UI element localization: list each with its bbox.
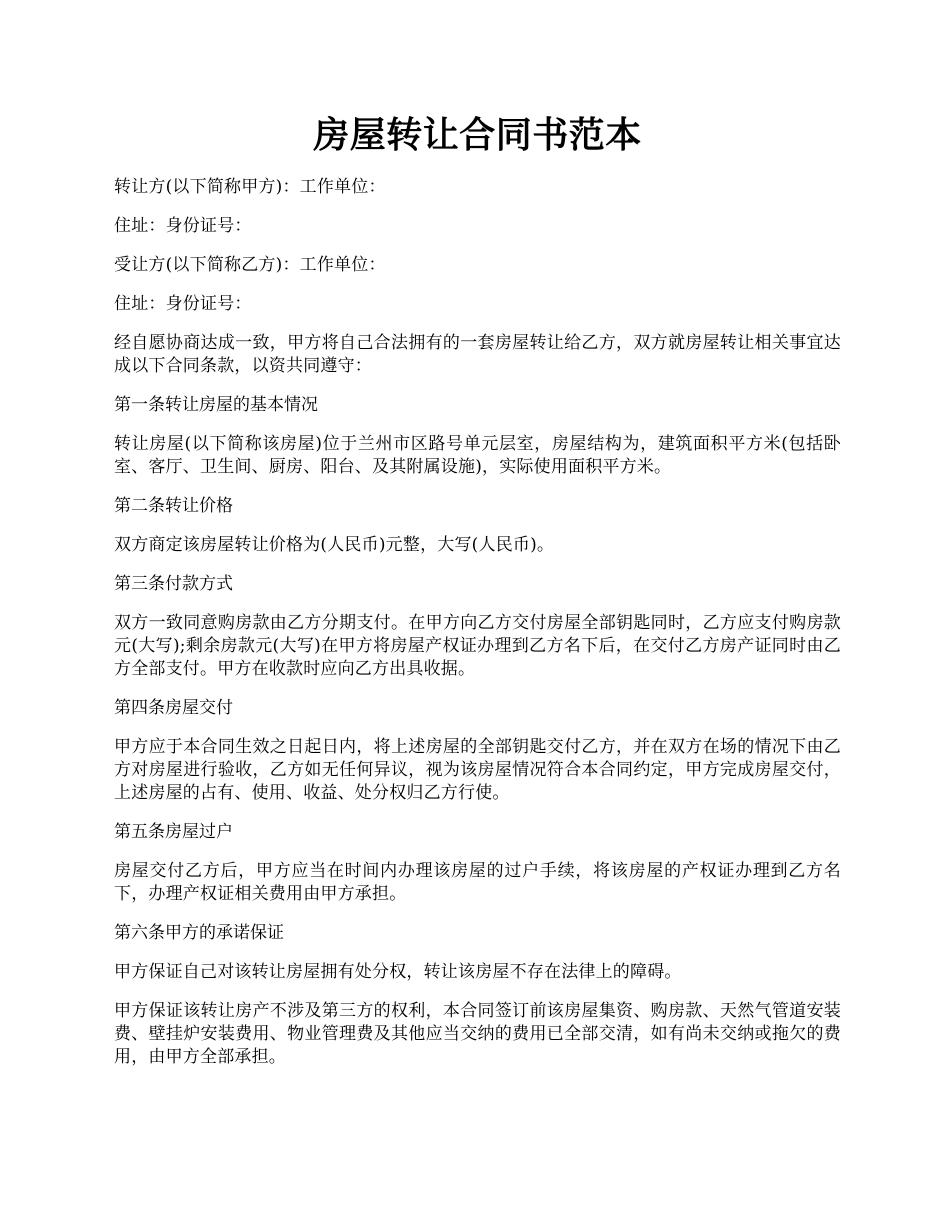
- document-body: [114, 110, 841, 1085]
- article-4-heading: 第四条房屋交付: [114, 698, 233, 718]
- party-a-line: 转让方(以下简称甲方)：工作单位：: [114, 177, 386, 197]
- preamble-paragraph: 经自愿协商达成一致，甲方将自己合法拥有的一套房屋转让给乙方，双方就房屋转让相关事宜达成以下合同条款，以资共同遵守：: [114, 333, 841, 376]
- article-6-paragraph-2: 甲方保证该转让房产不涉及第三方的权利，本合同签订前该房屋集资、购房款、天然气管道安装费、壁挂炉安装费用、物业管理费及其他应当交纳的费用已全部交清，如有尚未交纳或拖欠的费用，由甲方全部承担。: [114, 1001, 841, 1067]
- article-3-heading: 第三条付款方式: [114, 574, 233, 594]
- article-2-paragraph: 双方商定该房屋转让价格为(人民币)元整，大写(人民币)。: [114, 535, 555, 555]
- party-b-address-line: 住址：身份证号：: [114, 294, 252, 314]
- article-1-paragraph: 转让房屋(以下简称该房屋)位于兰州市区路号单元层室，房屋结构为，建筑面积平方米(包括卧室、客厅、卫生间、厨房、阳台、及其附属设施)，实际使用面积平方米。: [114, 434, 841, 477]
- article-6-heading: 第六条甲方的承诺保证: [114, 923, 284, 943]
- article-2-heading: 第二条转让价格: [114, 496, 233, 516]
- party-b-line: 受让方(以下简称乙方)：工作单位：: [114, 255, 386, 275]
- article-5-heading: 第五条房屋过户: [114, 822, 233, 842]
- article-4-paragraph: 甲方应于本合同生效之日起日内，将上述房屋的全部钥匙交付乙方，并在双方在场的情况下由乙方对房屋进行验收，乙方如无任何异议，视为该房屋情况符合本合同约定，甲方完成房屋交付，上述房屋的占有、使用、收益、处分权归乙方行使。: [114, 737, 841, 803]
- article-1-heading: 第一条转让房屋的基本情况: [114, 395, 318, 415]
- article-3-paragraph: 双方一致同意购房款由乙方分期支付。在甲方向乙方交付房屋全部钥匙同时，乙方应支付购房款元(大写);剩余房款元(大写)在甲方将房屋产权证办理到乙方名下后，在交付乙方房产证同时由乙方全部支付。甲方在收款时应向乙方出具收据。: [114, 613, 841, 679]
- document-title: 房屋转让合同书范本: [313, 114, 642, 156]
- article-5-paragraph: 房屋交付乙方后，甲方应当在时间内办理该房屋的过户手续，将该房屋的产权证办理到乙方名下，办理产权证相关费用由甲方承担。: [114, 861, 841, 904]
- party-a-address-line: 住址：身份证号：: [114, 216, 252, 236]
- article-6-paragraph-1: 甲方保证自己对该转让房屋拥有处分权，转让该房屋不存在法律上的障碍。: [114, 962, 682, 982]
